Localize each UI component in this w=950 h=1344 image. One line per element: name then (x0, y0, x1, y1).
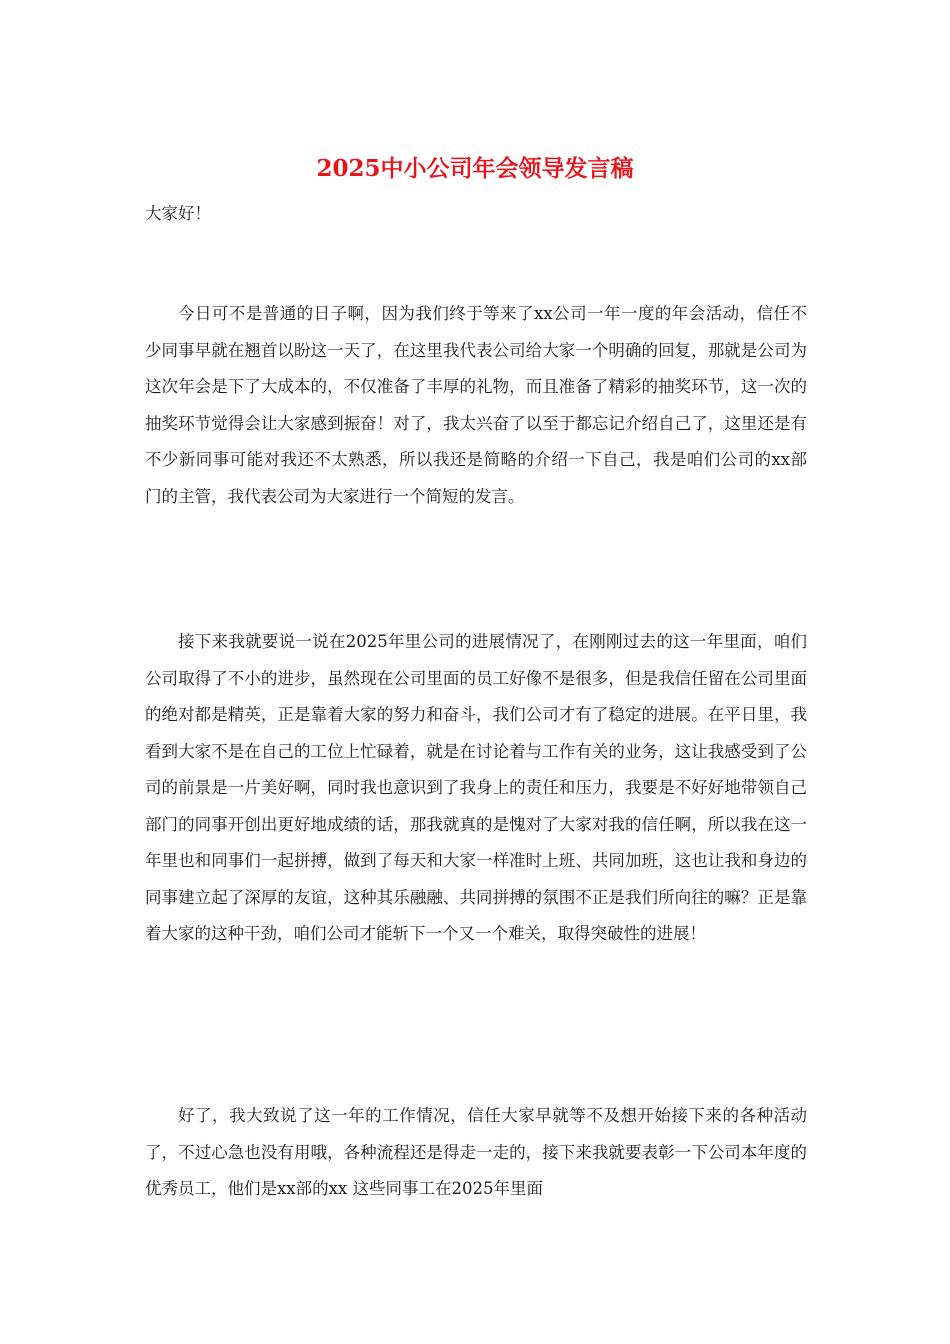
greeting: 大家好！ (145, 204, 211, 223)
paragraph-2: 接下来我就要说一说在2025年里公司的进展情况了，在刚刚过去的这一年里面，咱们公司取得了不小的进步，虽然现在公司里面的员工好像不是很多，但是我信任留在公司里面的绝对都是精英，正是靠着大家的努力和奋斗，我们公司才有了稳定的进展。在平日里，我看到大家不是在自己的工位上忙碌着，就是在讨论着与工作有关的业务，这让我感受到了公司的前景是一片美好啊，同时我也意识到了我身上的责任和压力，我要是不好好地带领自己部门的同事开创出更好地成绩的话，那我就真的是愧对了大家对我的信任啊，所以我在这一年里也和同事们一起拼搏，做到了每天和大家一样准时上班、共同加班，这也让我和身边的同事建立起了深厚的友谊，这种其乐融融、共同拼搏的氛围不正是我们所向往的嘛？正是靠着大家的这种干劲，咱们公司才能斩下一个又一个难关，取得突破性的进展！ (145, 632, 807, 943)
paragraph-3: 好了，我大致说了这一年的工作情况，信任大家早就等不及想开始接下来的各种活动了，不过心急也没有用哦，各种流程还是得走一走的，接下来我就要表彰一下公司本年度的优秀员工，他们是xx部的xx 这些同事工在2025年里面 (145, 1106, 807, 1198)
page-title: 2025中小公司年会领导发言稿 (316, 155, 634, 182)
paragraph-1: 今日可不是普通的日子啊，因为我们终于等来了xx公司一年一度的年会活动，信任不少同事早就在翘首以盼这一天了，在这里我代表公司给大家一个明确的回复，那就是公司为这次年会是下了大成本的，不仅准备了丰厚的礼物，而且准备了精彩的抽奖环节，这一次的抽奖环节觉得会让大家感到振奋！对了，我太兴奋了以至于都忘记介绍自己了，这里还是有不少新同事可能对我还不太熟悉，所以我还是简略的介绍一下自己，我是咱们公司的xx部门的主管，我代表公司为大家进行一个简短的发言。 (145, 304, 807, 506)
